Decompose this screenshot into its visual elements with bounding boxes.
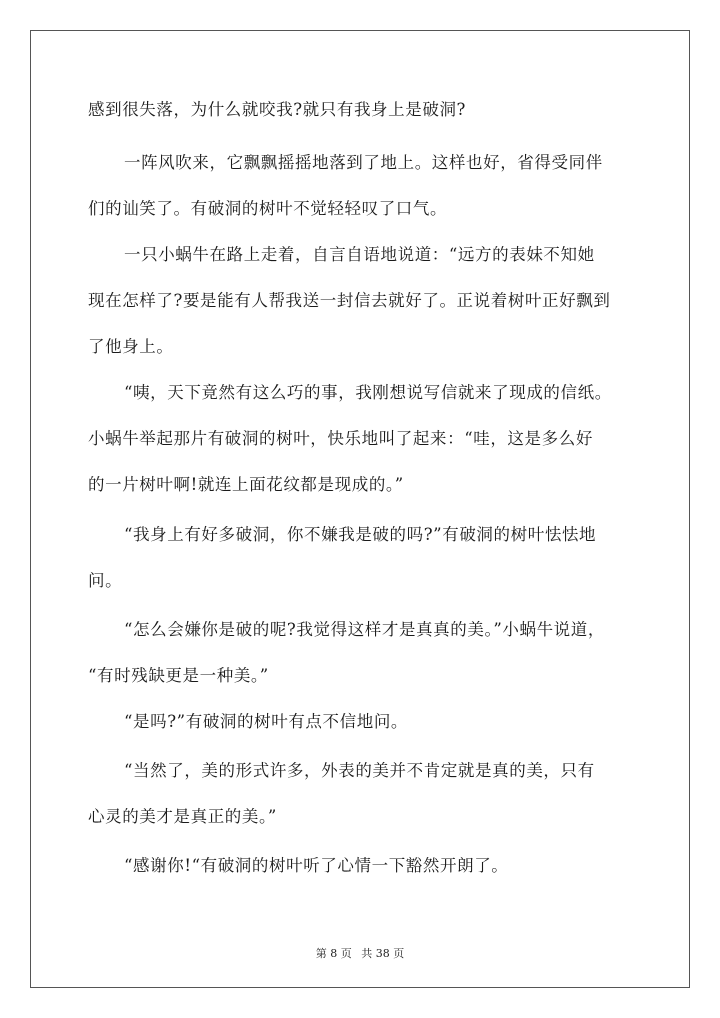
text-line: “当然了，美的形式许多，外表的美并不肯定就是真的美，只有 xyxy=(124,761,595,780)
text-line: 一只小蜗牛在路上走着，自言自语地说道：“远方的表妹不知她 xyxy=(124,245,595,264)
text-line: 感到很失落，为什么就咬我?就只有我身上是破洞? xyxy=(88,100,466,119)
text-line: 问。 xyxy=(88,571,123,590)
text-line: “怎么会嫌你是破的呢?我觉得这样才是真真的美。”小蜗牛说道， xyxy=(124,620,605,639)
text-line: “有时残缺更是一种美。” xyxy=(88,666,269,685)
text-line: 现在怎样了?要是能有人帮我送一封信去就好了。正说着树叶正好飘到 xyxy=(88,291,611,310)
text-line: “是吗?”有破洞的树叶有点不信地问。 xyxy=(124,712,409,731)
text-line: 们的讪笑了。有破洞的树叶不觉轻轻叹了口气。 xyxy=(88,199,448,218)
text-line: “咦，天下竟然有这么巧的事，我刚想说写信就来了现成的信纸。 xyxy=(124,383,612,402)
text-line: 心灵的美才是真正的美。” xyxy=(88,807,277,826)
text-line: 的一片树叶啊!就连上面花纹都是现成的。” xyxy=(88,475,404,494)
text-line: “我身上有好多破洞，你不嫌我是破的吗?”有破洞的树叶怯怯地 xyxy=(124,525,597,544)
total-pages: 共 38 页 xyxy=(361,947,405,960)
page-footer xyxy=(0,945,720,961)
text-line: 了他身上。 xyxy=(88,337,174,356)
text-line: “感谢你!“有破洞的树叶听了心情一下豁然开朗了。 xyxy=(124,856,509,875)
page-number: 第 8 页 xyxy=(315,947,352,960)
text-line: 一阵风吹来，它飘飘摇摇地落到了地上。这样也好，省得受同伴 xyxy=(124,153,603,172)
text-line: 小蜗牛举起那片有破洞的树叶，快乐地叫了起来：“哇，这是多么好 xyxy=(88,429,593,448)
